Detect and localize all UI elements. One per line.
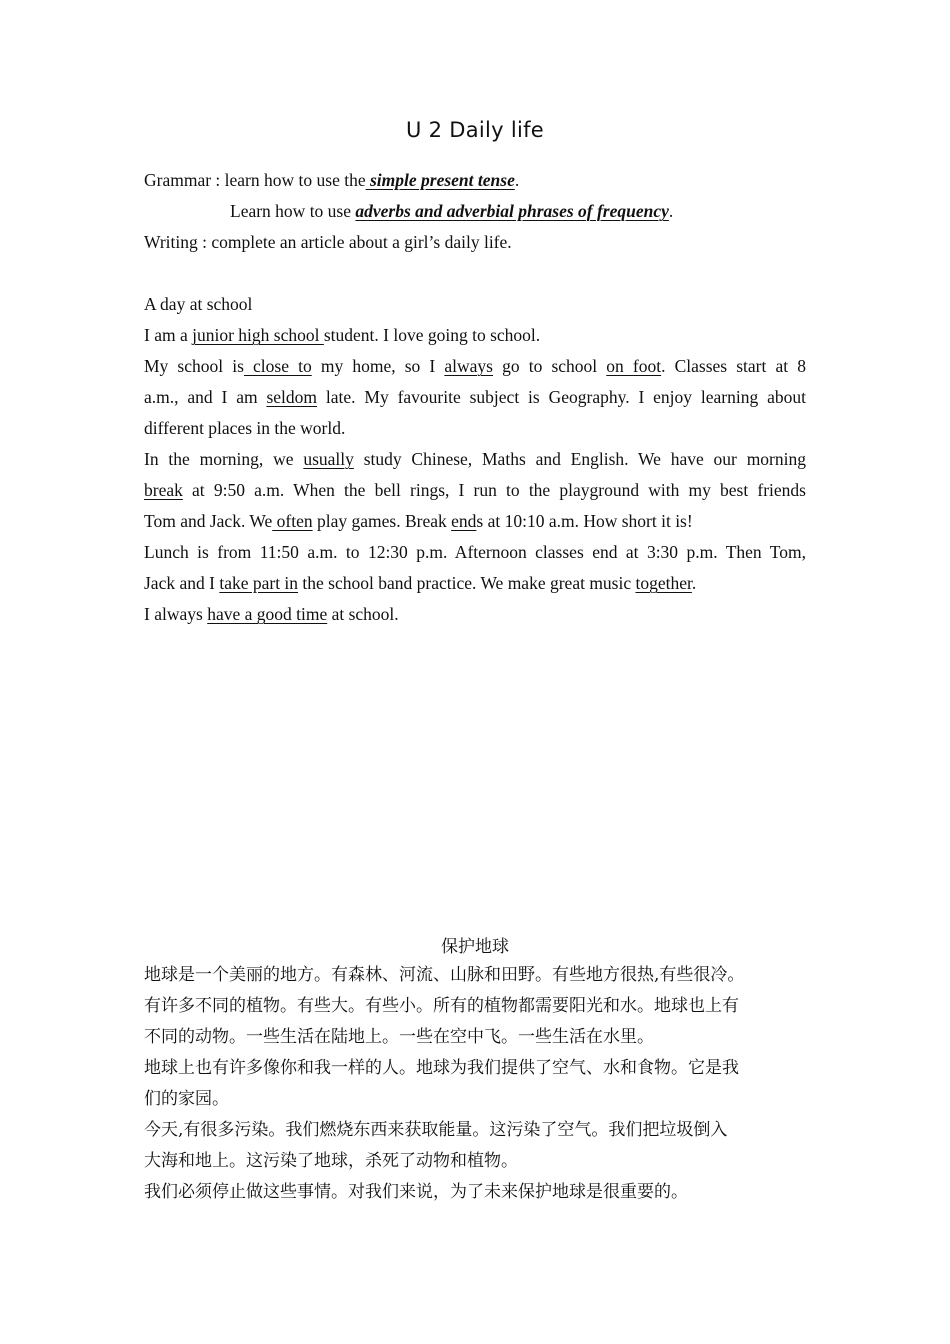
text-span: . Classes start at 8 [661,356,806,376]
article-line [144,385,806,409]
text-span: at 9:50 a.m. When the bell rings, I run to the playground with my best friends [182,480,806,500]
grammar-term: simple present tense [365,170,515,190]
grammar-label: Grammar : learn how to use the [144,170,366,190]
text-span: student. I love going to school. [323,325,541,345]
article-line [144,447,806,471]
unit-title: U 2 Daily life [405,118,545,142]
article-line [144,571,696,595]
underlined-phrase: close to [243,356,312,376]
chinese-line: 我们必须停止做这些事情。对我们来说，为了未来保护地球是很重要的。 [144,1182,688,1202]
grammar-period: . [514,170,520,190]
article-line: different places in the world. [144,418,346,438]
text-span: I always [144,604,208,624]
grammar-objective-2 [230,199,673,223]
text-span: Tom and Jack. We [144,511,273,531]
grammar2-term: adverbs and adverbial phrases of frequency [355,201,669,221]
grammar2-label: Learn how to use [230,201,356,221]
writing-objective: Writing : complete an article about a girl’s daily life. [144,232,512,252]
underlined-phrase: junior high school [192,325,324,345]
underlined-phrase: together [635,573,692,593]
chinese-line: 地球上也有许多像你和我一样的人。地球为我们提供了空气、水和食物。它是我 [144,1058,739,1078]
text-span: late. My favourite subject is Geography. I enjoy learning about [317,387,806,407]
underlined-phrase: break [144,480,183,500]
article-line [144,509,693,533]
text-span: play games. Break [312,511,452,531]
chinese-title: 保护地球 [441,937,509,957]
text-span: a.m., and I am [144,387,267,407]
chinese-line: 们的家园。 [144,1089,229,1109]
text-span: I am a [144,325,193,345]
chinese-line: 大海和地上。这污染了地球，杀死了动物和植物。 [144,1151,518,1171]
underlined-phrase: on foot [606,356,662,376]
article-line [144,478,806,502]
underlined-phrase: seldom [266,387,318,407]
article-line [144,354,806,378]
chinese-line: 不同的动物。一些生活在陆地上。一些在空中飞。一些生活在水里。 [144,1027,654,1047]
article-heading: A day at school [144,294,253,314]
chinese-line: 地球是一个美丽的地方。有森林、河流、山脉和田野。有些地方很热,有些很冷。 [144,965,745,985]
text-span: . [691,573,697,593]
underlined-phrase: end [451,511,477,531]
underlined-phrase: often [272,511,313,531]
text-span: at school. [327,604,399,624]
chinese-line: 今天,有很多污染。我们燃烧东西来获取能量。这污染了空气。我们把垃圾倒入 [144,1120,728,1140]
underlined-phrase: usually [303,449,354,469]
article-line [144,323,540,347]
text-span: the school band practice. We make great music [298,573,636,593]
text-span: s at 10:10 a.m. How short it is! [476,511,693,531]
grammar2-period: . [668,201,674,221]
underlined-phrase: always [444,356,493,376]
article-line: Lunch is from 11:50 a.m. to 12:30 p.m. Afternoon classes end at 3:30 p.m. Then Tom, [144,542,806,562]
text-span: go to school [492,356,607,376]
chinese-line: 有许多不同的植物。有些大。有些小。所有的植物都需要阳光和水。地球也上有 [144,996,739,1016]
text-span: My school is [144,356,244,376]
grammar-objective [144,168,519,192]
text-span: Jack and I [144,573,220,593]
text-span: In the morning, we [144,449,304,469]
text-span: study Chinese, Maths and English. We have our morning [353,449,806,469]
underlined-phrase: take part in [219,573,299,593]
text-span: my home, so I [311,356,445,376]
article-line [144,602,399,626]
underlined-phrase: have a good time [207,604,328,624]
